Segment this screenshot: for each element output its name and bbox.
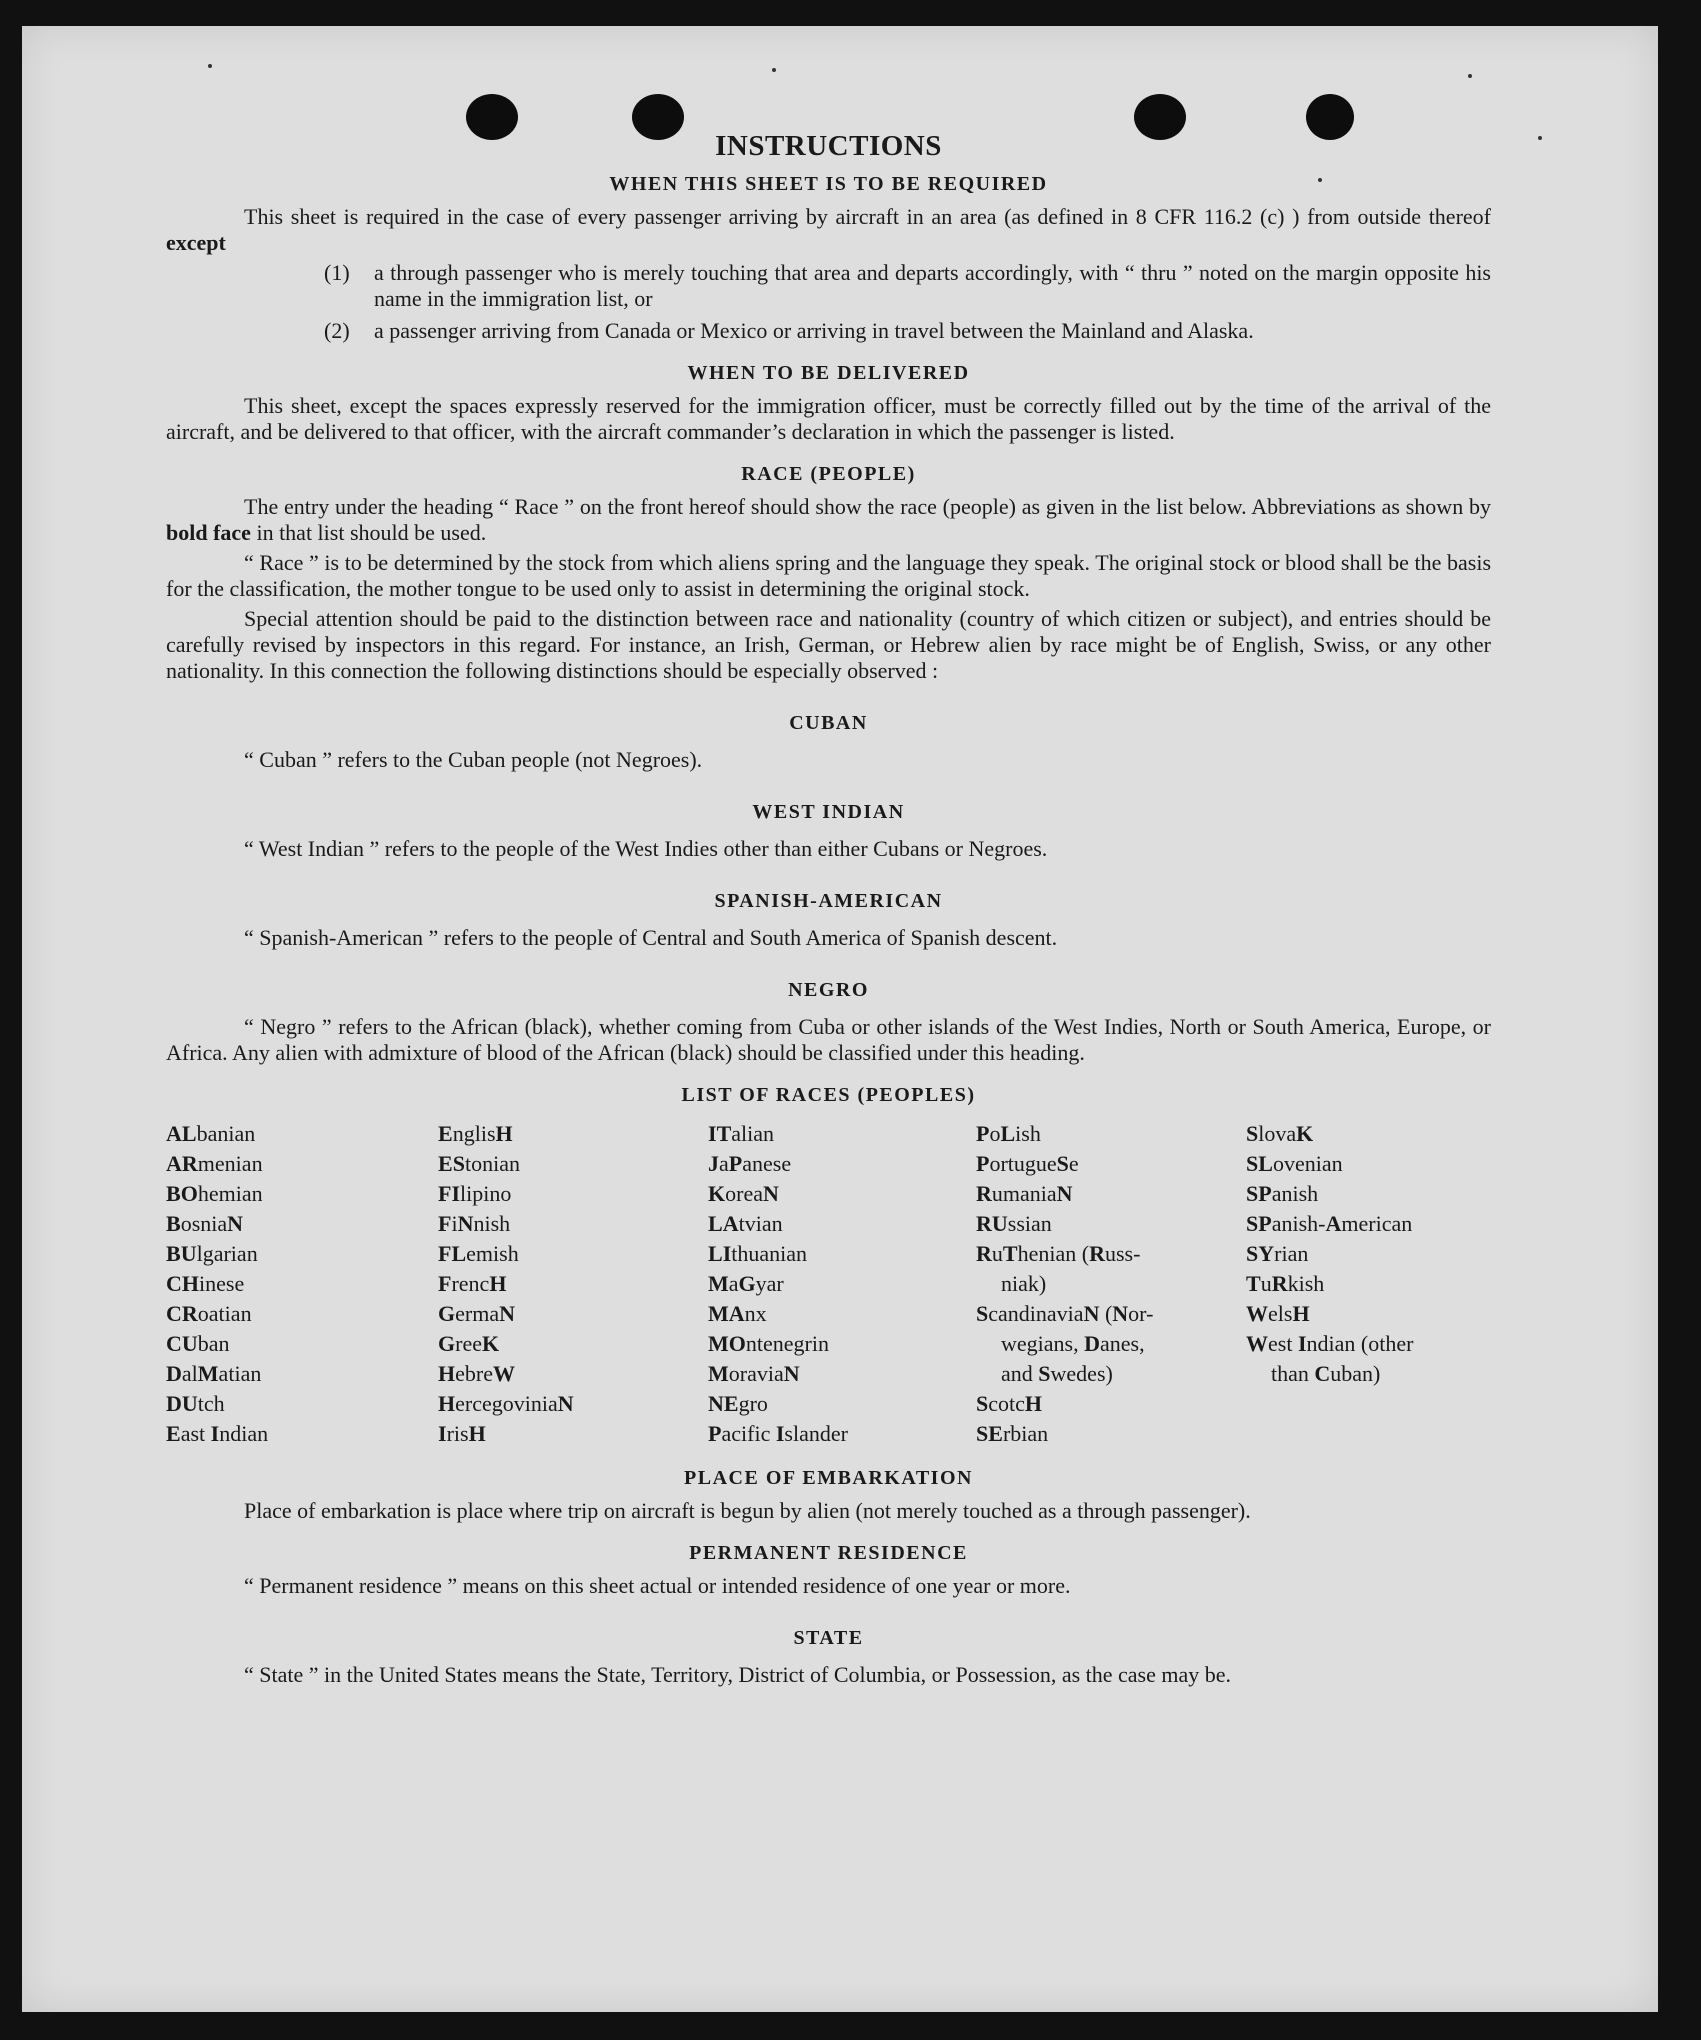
race-entry: CUban <box>166 1331 230 1356</box>
race-entry: RUssian <box>976 1211 1052 1236</box>
race-entry: wegians, Danes, <box>1001 1331 1145 1356</box>
race-entry: IrisH <box>438 1421 486 1446</box>
race-entry: LAtvian <box>708 1211 783 1236</box>
heading-spanish-american: SPANISH-AMERICAN <box>714 890 943 912</box>
speck <box>772 68 776 72</box>
instructions-content <box>166 130 1491 1692</box>
race-entry: and Swedes) <box>1001 1361 1113 1386</box>
race-entry: West Indian (other <box>1246 1331 1414 1356</box>
race-entry: TuRkish <box>1246 1271 1325 1296</box>
races-column-3 <box>708 1119 976 1449</box>
races-column-5 <box>1246 1119 1491 1449</box>
race-entry: ARmenian <box>166 1151 263 1176</box>
heading-required: WHEN THIS SHEET IS TO BE REQUIRED <box>609 173 1048 195</box>
race-entry: MaGyar <box>708 1271 784 1296</box>
race-entry: RumaniaN <box>976 1181 1073 1206</box>
race-entry: KoreaN <box>708 1181 779 1206</box>
race-entry: GermaN <box>438 1301 515 1326</box>
race-entry: SYrian <box>1246 1241 1309 1266</box>
heading-residence: PERMANENT RESIDENCE <box>689 1542 968 1564</box>
races-column-4 <box>976 1119 1246 1449</box>
race-entry: MOntenegrin <box>708 1331 829 1356</box>
required-item-1: (1) a through passenger who is merely touching that area and departs accordingly, with “ thru ” noted on the margin opposite his name in the immigration list, or <box>324 260 1491 311</box>
race-entry: CHinese <box>166 1271 245 1296</box>
race-entry: FLemish <box>438 1241 519 1266</box>
race-entry: SPanish <box>1246 1181 1319 1206</box>
race-entry: FIlipino <box>438 1181 512 1206</box>
residence-text: “ Permanent residence ” means on this sheet actual or intended residence of one year or more. <box>244 1573 1071 1598</box>
race-entry: PortugueSe <box>976 1151 1079 1176</box>
race-entry: BOhemian <box>166 1181 263 1206</box>
spanish-american-text: “ Spanish-American ” refers to the people of Central and South America of Spanish descent. <box>244 925 1058 950</box>
race-entry: DUtch <box>166 1391 225 1416</box>
race-entry: niak) <box>1001 1271 1047 1296</box>
race-entry: FrencH <box>438 1271 507 1296</box>
negro-text: “ Negro ” refers to the African (black), whether coming from Cuba or other islands of the West Indies, North or South America, Europe, or Africa. Any alien with admixture of blood of the African (black) should be classified under this heading. <box>166 1014 1491 1065</box>
required-item-2: (2) a passenger arriving from Canada or Mexico or arriving in travel between the Mainland and Alaska. <box>324 318 1254 343</box>
race-entry: FiNnish <box>438 1211 511 1236</box>
race-entry: DalMatian <box>166 1361 262 1386</box>
required-intro: This sheet is required in the case of every passenger arriving by aircraft in an area (as defined in 8 CFR 116.2 (c) ) from outside thereof except <box>166 204 1491 255</box>
race-entry: NEgro <box>708 1391 768 1416</box>
race-paragraph-3: Special attention should be paid to the distinction between race and nationality (country of which citizen or subject), and entries should be carefully revised by inspectors in this regard. For instance, an Irish, German, or Hebrew alien by race might be of English, Swiss, or any other nationality. In this connection the following distinctions should be especially observed : <box>166 606 1491 683</box>
races-list <box>166 1119 1491 1449</box>
west-indian-text: “ West Indian ” refers to the people of the West Indies other than either Cubans or Negroes. <box>244 836 1048 861</box>
race-entry: MoraviaN <box>708 1361 800 1386</box>
race-entry: BosniaN <box>166 1211 244 1236</box>
race-entry: SErbian <box>976 1421 1049 1446</box>
race-entry: GreeK <box>438 1331 500 1356</box>
race-paragraph-1: The entry under the heading “ Race ” on the front hereof should show the race (people) as given in the list below. Abbreviations as shown by bold face in that list should be used. <box>166 494 1491 545</box>
race-entry: SlovaK <box>1246 1121 1314 1146</box>
race-entry: Pacific Islander <box>708 1421 848 1446</box>
heading-list-of-races: LIST OF RACES (PEOPLES) <box>681 1084 976 1106</box>
race-entry: EStonian <box>438 1151 520 1176</box>
race-entry: ScotcH <box>976 1391 1043 1416</box>
race-entry: LIthuanian <box>708 1241 808 1266</box>
heading-west-indian: WEST INDIAN <box>752 801 905 823</box>
race-entry: WelsH <box>1246 1301 1310 1326</box>
race-entry: SPanish-American <box>1246 1211 1413 1236</box>
speck <box>1538 136 1542 140</box>
race-entry: HercegoviniaN <box>438 1391 574 1416</box>
race-entry: RuThenian (Russ- <box>976 1241 1141 1266</box>
race-entry: JaPanese <box>708 1151 792 1176</box>
embarkation-text: Place of embarkation is place where trip on aircraft is begun by alien (not merely touched as a through passenger). <box>244 1498 1251 1523</box>
heading-embarkation: PLACE OF EMBARKATION <box>684 1467 973 1489</box>
speck <box>208 64 212 68</box>
cuban-text: “ Cuban ” refers to the Cuban people (not Negroes). <box>244 747 703 772</box>
race-entry: EnglisH <box>438 1121 513 1146</box>
heading-negro: NEGRO <box>788 979 869 1001</box>
races-column-2 <box>438 1119 708 1449</box>
heading-delivered: WHEN TO BE DELIVERED <box>687 362 970 384</box>
heading-race: RACE (PEOPLE) <box>741 463 916 485</box>
state-text: “ State ” in the United States means the State, Territory, District of Columbia, or Possession, as the case may be. <box>244 1662 1232 1687</box>
speck <box>1468 74 1472 78</box>
delivered-text: This sheet, except the spaces expressly reserved for the immigration officer, must be correctly filled out by the time of the arrival of the aircraft, and be delivered to that officer, with the aircraft commander’s declaration in which the passenger is listed. <box>166 393 1491 444</box>
races-column-1 <box>166 1119 438 1449</box>
race-entry: East Indian <box>166 1421 269 1446</box>
heading-cuban: CUBAN <box>789 712 868 734</box>
race-paragraph-2: “ Race ” is to be determined by the stock from which aliens spring and the language they speak. The original stock or blood shall be the basis for the classification, the mother tongue to be used only to assist in determining the original stock. <box>166 550 1491 601</box>
heading-state: STATE <box>793 1627 864 1649</box>
race-entry: CRoatian <box>166 1301 252 1326</box>
race-entry: MAnx <box>708 1301 767 1326</box>
race-entry: PoLish <box>976 1121 1041 1146</box>
race-entry: ScandinaviaN (Nor- <box>976 1301 1154 1326</box>
race-entry: HebreW <box>438 1361 515 1386</box>
race-entry: ALbanian <box>166 1121 256 1146</box>
race-entry: ITalian <box>708 1121 775 1146</box>
race-entry: BUlgarian <box>166 1241 258 1266</box>
race-entry: SLovenian <box>1246 1151 1343 1176</box>
page-title: INSTRUCTIONS <box>715 130 942 162</box>
race-entry: than Cuban) <box>1271 1361 1381 1386</box>
